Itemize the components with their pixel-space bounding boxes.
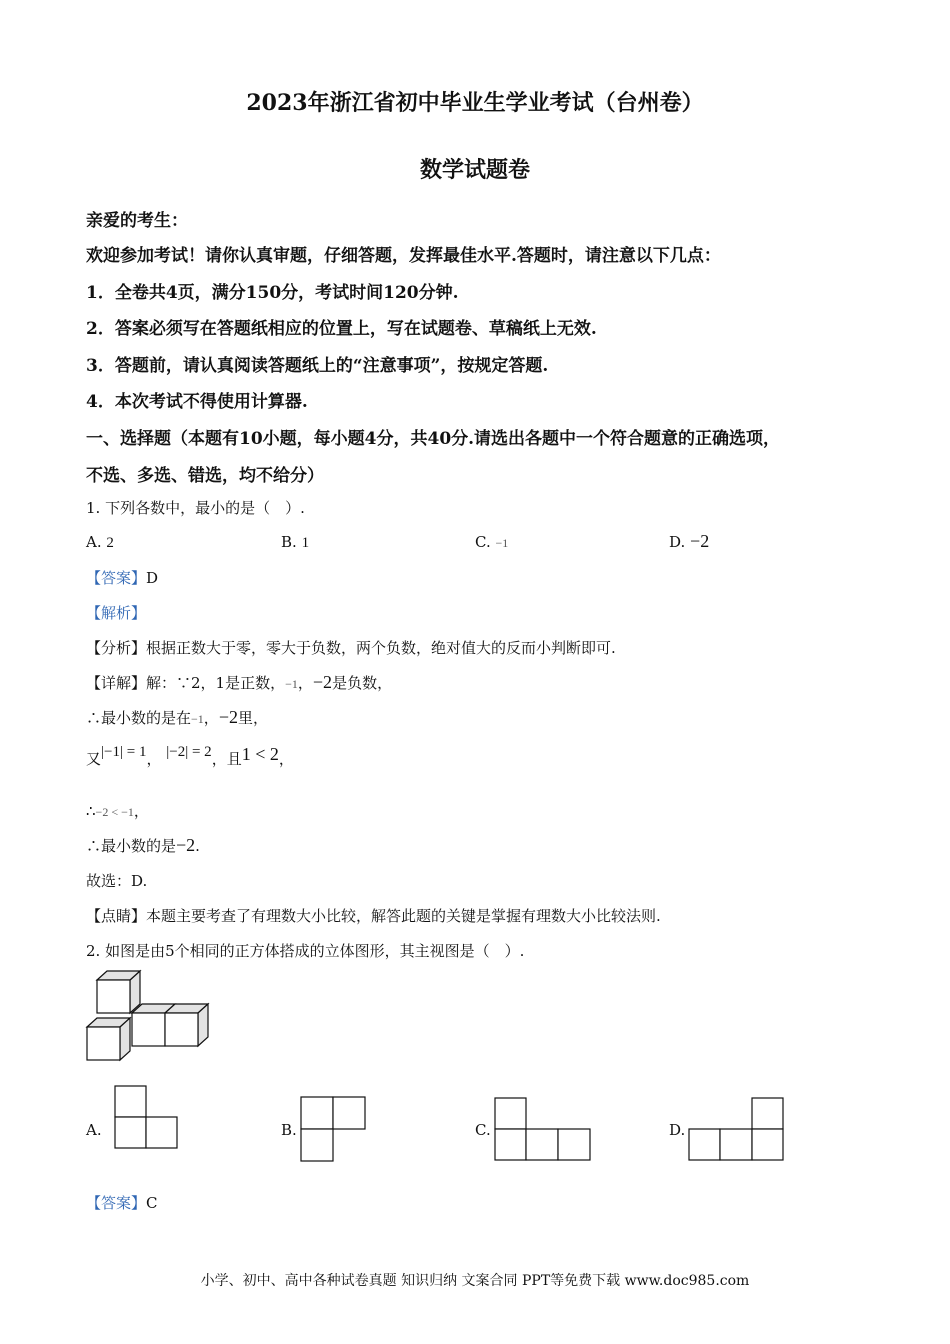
answer-tag: 【答案】: [86, 569, 147, 587]
math-neg-one: −1: [285, 677, 298, 691]
step-sep: ，: [203, 709, 219, 727]
dianjing-text: 本题主要考查了有理数大小比较，解答此题的关键是掌握有理数大小比较法则.: [146, 907, 661, 925]
math-abs-neg-two: |−2| = 2: [166, 744, 212, 760]
option-label: C.: [475, 533, 491, 551]
q2-option-d-figure: [689, 1098, 785, 1164]
answer-tag: 【答案】: [86, 1194, 147, 1212]
cube-front: [87, 1027, 120, 1060]
q1-xiangjie: [86, 672, 392, 693]
option-value: −2: [690, 531, 710, 551]
q1-answer: [86, 567, 158, 588]
square: [146, 1117, 177, 1148]
q1-analysis-tag: 【解析】: [86, 604, 147, 622]
xiangjie-sep: ，: [297, 674, 313, 692]
step-sep: ，: [146, 750, 162, 768]
cube-figure: [80, 968, 220, 1068]
q1-option-a: [86, 533, 114, 552]
step-text: 又: [86, 750, 102, 768]
square: [115, 1117, 146, 1148]
option-value: −1: [495, 536, 509, 550]
math-neg-two: −2: [312, 672, 333, 692]
document-subtitle: 数学试题卷: [419, 157, 530, 183]
q1-step-3: [86, 744, 294, 769]
xiangjie-tag: 【详解】: [86, 674, 147, 692]
square: [495, 1098, 526, 1129]
option-value: 2: [106, 535, 114, 551]
welcome-text: 欢迎参加考试！请你认真审题，仔细答题，发挥最佳水平.答题时，请注意以下几点：: [86, 246, 721, 266]
step-text: ∴最小数的是在: [86, 709, 192, 727]
q1-dianjing: [86, 905, 661, 926]
square: [115, 1086, 146, 1117]
step-text: ∴最小数的是: [86, 837, 177, 855]
step-end: .: [195, 837, 200, 855]
option-value: 1: [301, 535, 310, 551]
fenxi-tag: 【分析】: [86, 639, 147, 657]
greeting: 亲爱的考生：: [86, 211, 188, 231]
q2-answer: [86, 1192, 158, 1213]
q2-option-c-figure: [495, 1098, 593, 1164]
q1-option-b: [281, 533, 309, 552]
option-label: D.: [669, 533, 686, 551]
step-end: ，: [278, 750, 294, 768]
q2-option-c-label: C.: [475, 1121, 491, 1139]
note-3: 3．答题前，请认真阅读答题纸上的“注意事项”，按规定答题.: [86, 356, 549, 376]
step-sep: ，且: [211, 750, 242, 768]
math-inequality: −2 < −1: [95, 805, 134, 819]
square: [752, 1098, 783, 1129]
q1-step-4: [86, 800, 149, 821]
step-end: ，: [133, 802, 149, 820]
q1-option-d: [669, 531, 709, 552]
cube-front: [165, 1013, 198, 1046]
section-heading-line1: 一、选择题（本题有10小题，每小题4分，共40分.请选出各题中一个符合题意的正确选项，: [86, 429, 781, 449]
note-2: 2．答案必须写在答题纸相应的位置上，写在试题卷、草稿纸上无效.: [86, 319, 597, 339]
q1-option-c: [475, 533, 508, 551]
note-4: 4．本次考试不得使用计算器.: [86, 392, 308, 412]
document-title: 2023年浙江省初中毕业生学业考试（台州卷）: [246, 90, 704, 116]
note-1: 1．全卷共4页，满分150分，考试时间120分钟.: [86, 283, 459, 303]
option-label: A.: [86, 533, 102, 551]
xiangjie-end: 是负数，: [332, 674, 393, 692]
q1-choose: 故选：D.: [86, 872, 148, 890]
xiangjie-text: 解：∵2，1是正数，: [146, 674, 286, 692]
square: [752, 1129, 783, 1160]
square: [558, 1129, 590, 1160]
footer-text: 小学、初中、高中各种试卷真题 知识归纳 文案合同 PPT等免费下载 www.doc985.com: [200, 1273, 750, 1289]
math-abs-neg-one: |−1| = 1: [101, 744, 147, 760]
option-label: B.: [281, 533, 297, 551]
q1-stem: 1. 下列各数中，最小的是（ ）.: [86, 499, 305, 517]
step-text: ∴: [86, 802, 96, 820]
square: [301, 1129, 333, 1161]
math-neg-two: −2: [176, 835, 196, 855]
q2-stem: 2. 如图是由5个相同的正方体搭成的立体图形，其主视图是（ ）.: [86, 942, 525, 960]
answer-value: C: [146, 1194, 158, 1212]
q2-option-b-figure: [301, 1097, 367, 1163]
square: [720, 1129, 752, 1160]
fenxi-text: 根据正数大于零，零大于负数，两个负数，绝对值大的反而小判断即可.: [146, 639, 616, 657]
square: [333, 1097, 365, 1129]
q2-option-a-figure: [115, 1086, 179, 1162]
square: [526, 1129, 558, 1160]
dianjing-tag: 【点睛】: [86, 907, 147, 925]
square: [301, 1097, 333, 1129]
q1-step-2: [86, 707, 268, 728]
math-neg-two: −2: [218, 707, 238, 727]
section-heading-line2: 不选、多选、错选，均不给分）: [86, 466, 324, 486]
q1-fenxi: [86, 637, 616, 658]
step-end: 里，: [237, 709, 268, 727]
answer-value: D: [146, 569, 159, 587]
math-inequality: 1 < 2: [241, 744, 279, 764]
square: [689, 1129, 720, 1160]
math-neg-one: −1: [191, 712, 204, 726]
cube-front: [132, 1013, 165, 1046]
q1-step-5: [86, 835, 200, 856]
cube-front: [97, 980, 130, 1013]
square: [495, 1129, 526, 1160]
q2-option-a-label: A.: [86, 1121, 102, 1139]
q2-option-d-label: D.: [669, 1121, 686, 1139]
q2-option-b-label: B.: [281, 1121, 297, 1139]
